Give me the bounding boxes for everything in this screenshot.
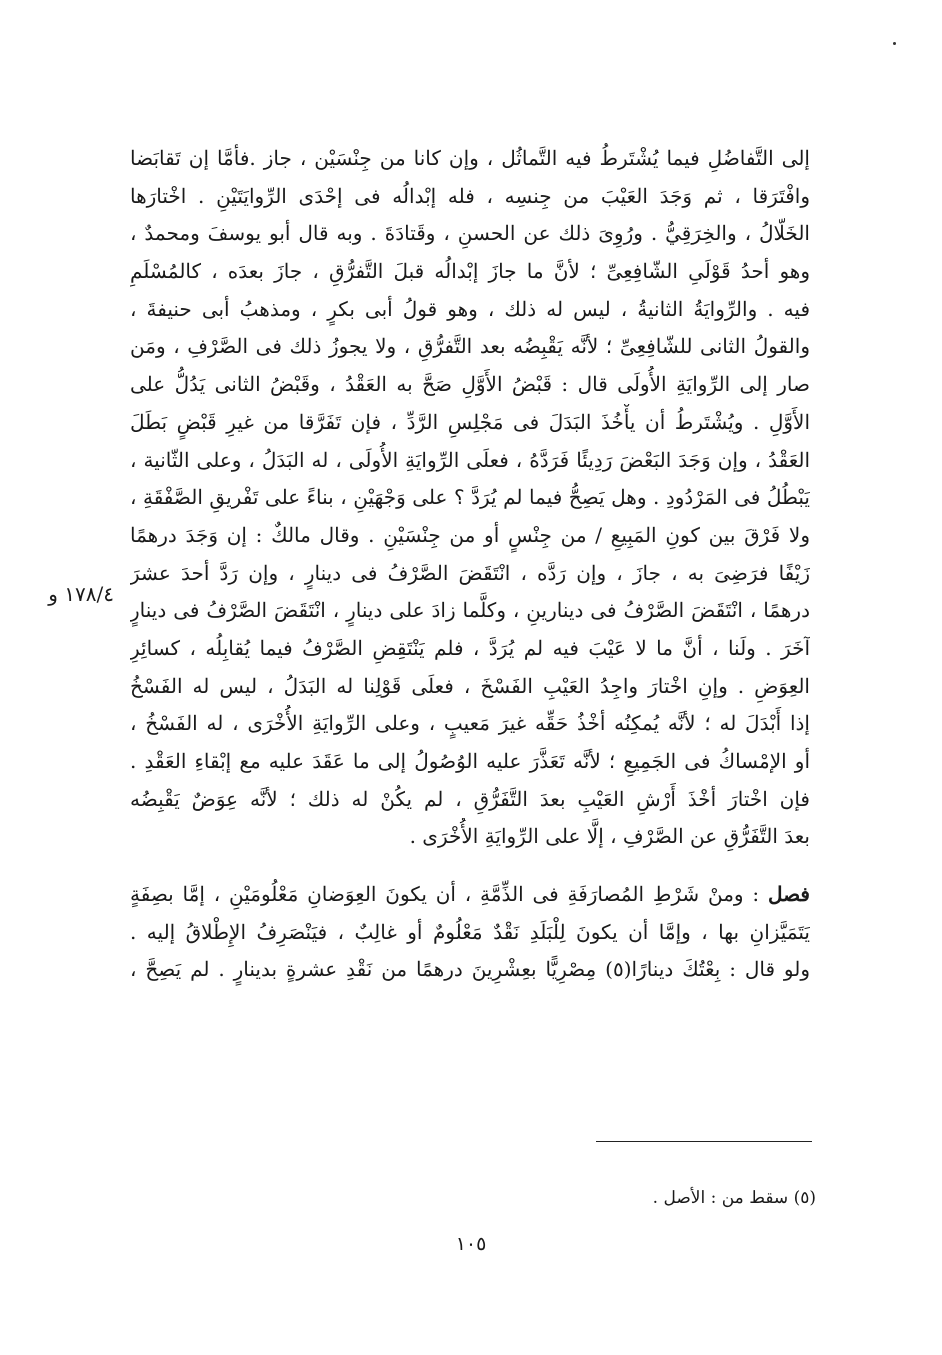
text-line: الخَلّالُ ، والخِرَقِيُّ . ورُوِىَ ذلك عن الحسنِ ، وقَتادَةَ . وبه قال أبو يوسفَ ومحمدٌ ،	[130, 221, 810, 246]
footnote-separator	[596, 1141, 812, 1142]
text-line: ولا فَرْقَ بين كونِ المَبِيعِ / من جِنْسٍ أو من جِنْسَيْنِ . وقال مالكٌ : إن وَجَدَ درهمًا	[130, 522, 810, 547]
text-line: والقولُ الثانى للشّافِعِىِّ ؛ لأنَّه يَقْبِضُه بعد التَّفرُّقِ ، ولا يجوزُ ذلك فى الصَّرْفِ ، ومَن	[130, 334, 810, 359]
main-text	[130, 140, 810, 989]
text-line: فإن اخْتارَ أخْذَ أَرْشِ العَيْبِ بعدَ التَّفَرُّقِ ، لم يكُنْ له ذلك ؛ لأنَّه عِوَضٌ يَقْبِضُه	[130, 786, 810, 811]
text-line: وهو أحدُ قَوْلَىِ الشّافِعِىِّ ؛ لأنَّ ما جازَ إبْدالُه قبلَ التَّفرُّقِ ، جازَ بعدَه ، كالمُسْلَمِ	[130, 259, 810, 284]
text-line: إلى التَّفاضُلِ فيما يُشْتَرطُ فيه التَّماثُل ، وإن كانا من جِنْسَيْن ، جاز .فأمَّا إن تَقابَضا	[130, 146, 810, 170]
text-line: آخَرَ . ولَنا ، أنَّ ما لا عَيْبَ فيه لم يُرَدَّ ، فلم يَنْتَقِضِ الصَّرْفُ فيما يُقابِلُه ، كسائِرِ	[130, 635, 810, 660]
text-line: ولو قال : بِعْتُكَ دينارًا(٥) مِصْرِيًّا بعِشْرِينَ درهمًا من نَقْدِ عشرةٍ بدينارٍ . لم يَصِحَّ ،	[130, 957, 810, 982]
text-line: إذا أَبْدَلَ له ؛ لأنَّه يُمكِنُه أخْذُ حَقِّه غيرَ مَعيبٍ ، وعلى الرِّوايَةِ الأُخْرَى ، له الفَسْخُ ،	[130, 711, 810, 736]
marginal-reference: ١٧٨/٤ و	[48, 582, 114, 606]
text-line: فيه . والرِّوايَةُ الثانيةُ ، ليس له ذلك ، وهو قولُ أبى بكرٍ ، ومذهبُ أبى حنيفةَ ،	[130, 296, 810, 321]
text-line: يَبْطُلُ فى المَرْدُودِ . وهل يَصِحُّ فيما لم يُرَدَّ ؟ على وَجْهَيْنِ ، بناءً على تَفْريقِ الصَّفْقَةِ ،	[130, 485, 810, 510]
text-line: صار إلى الرِّوايَةِ الأُولَى قال : قَبْضُ الأَوَّلِ صَحَّ به العَقْدُ ، وقَبْضُ الثانى يَدُلُّ على	[130, 372, 810, 397]
footnote: (٥) سقط من : الأصل .	[652, 1188, 816, 1208]
scan-speck	[893, 42, 896, 45]
section-first-line	[130, 876, 810, 914]
paragraph-gap	[130, 856, 810, 876]
text-line: العَقْدُ ، وإن وَجَدَ البَعْضَ رَدِيئًا فَرَدَّهُ ، فعلَى الرِّوايَةِ الأُولَى ، له البَدَلُ ، وعلى الثّانية ،	[130, 447, 810, 472]
text-line: يَتَمَيَّزانِ بها ، وإمَّا أن يكونَ لِلْبَلَدِ نَقْدٌ مَعْلُومٌ أو غالِبٌ ، فيَنْصَرِفُ الإِطْلاقُ إليه .	[130, 919, 810, 944]
section-heading: فصل	[767, 882, 810, 907]
text-line: زَيْفًا فرَضِىَ به ، جازَ ، وإن رَدَّه ، انْتَقَضَ الصَّرْفُ فى دينارٍ ، وإن رَدَّ أحدَ عشرَ	[130, 560, 810, 585]
section-text: : ومنْ شَرْطِ المُصارَفَةِ فى الذِّمَّةِ ، أن يكونَ العِوَضانِ مَعْلُومَيْنِ ، إمَّا بصِفَةٍ	[130, 882, 760, 907]
page-number: ١٠٥	[455, 1233, 487, 1255]
text-line: أو الإمْساكُ فى الجَمِيعِ ؛ لأنَّه تَعَذَّرَ عليه الوُصُولُ إلى ما عَقَدَ عليه مع إبْقاءِ العَقْدِ .	[130, 749, 810, 773]
text-line: العِوَضِ . وإنِ اخْتارَ واجِدُ العَيْبِ الفَسْخَ ، فعلَى قَوْلِنا له البَدَلُ ، ليس له الفَسْخُ	[130, 673, 810, 698]
text-line: الأَوَّلِ . ويُشْتَرطُ أن يأْخُذَ البَدَلَ فى مَجْلِسِ الرَّدِّ ، فإن تَفَرَّقا من غيرِ قَبْضٍ بَطَلَ	[130, 409, 810, 434]
text-line: درهمًا ، انْتَقَضَ الصَّرْفُ فى دينارينِ ، وكلَّما زادَ على دينارٍ ، انْتَقَضَ الصَّرْفُ فى دينارٍ	[130, 598, 810, 623]
text-line: بعدَ التَّفَرُّقِ عن الصَّرْفِ ، إلَّا على الرِّوايَةِ الأُخْرَى .	[409, 824, 810, 849]
text-line: وافْتَرَقا ، ثم وَجَدَ العَيْبَ من جِنسِه ، فله إبْدالُه فى إحْدَى الرِّوايَتَيْنِ . اخْتارَها	[130, 183, 810, 208]
